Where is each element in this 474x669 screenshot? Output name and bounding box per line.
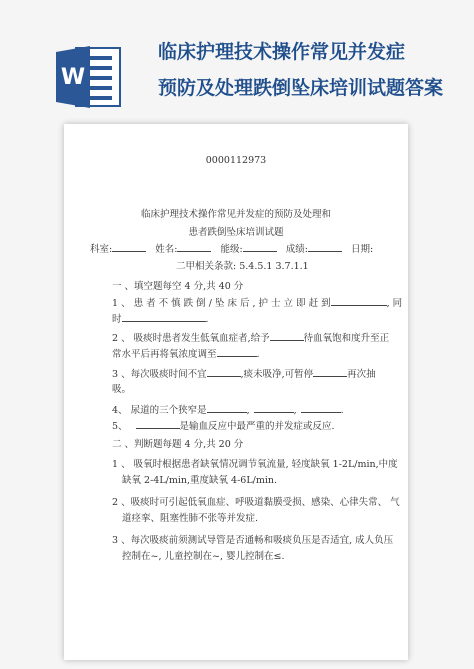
question-4-blank-3 [301, 403, 341, 413]
level-label: 能级: [220, 244, 243, 255]
question-2-line-2: 常水平后再将氧浓度调至 . [112, 349, 260, 360]
question-5-text: 是输血反应中最严重的并发症或反应. [179, 421, 335, 432]
document-code: 0000112973 [205, 155, 267, 166]
question-3-text-mid: ,痰未吸净,可暂停 [240, 369, 314, 380]
question-1-line-2: 时 . [112, 314, 209, 325]
question-2-text-end: 待血氧饱和度升至正 [303, 333, 390, 344]
question-4-blank-2 [254, 403, 294, 413]
judgment-1-line-2: 缺氧 2-4L/min,重度缺氧 4-6L/min. [122, 475, 278, 486]
title-line-2: 预防及处理跌倒坠床培训试题答案 [158, 77, 444, 99]
question-4-text: 4、 尿道的三个狭窄是 [112, 405, 207, 416]
dept-blank [112, 242, 146, 252]
score-label: 成绩: [285, 244, 308, 255]
heading-line-1: 临床护理技术操作常见并发症的预防及处理和 [140, 209, 331, 220]
judgment-2-line-1: 2 、吸痰时可引起低氧血症、呼吸道黏膜受损、感染、心律失常、 气 [112, 497, 400, 508]
dept-label: 科室: [90, 244, 113, 255]
question-3-text: 3 、每次吸痰时间不宜 [112, 369, 207, 380]
judgment-1-line-1: 1 、 吸氧时根据患者缺氧情况调节氧流量, 轻度缺氧 1-2L/min,中度 [112, 459, 398, 470]
question-2-blank-1 [270, 331, 304, 341]
level-blank [243, 242, 277, 252]
question-5-line [112, 419, 456, 434]
question-1-text: 1 、 患 者 不 慎 跌 倒 / 坠 床 后 , 护 士 立 即 赶 到 [112, 298, 331, 309]
question-3-line-1 [112, 367, 456, 382]
question-3-blank-1 [207, 367, 241, 377]
judgment-3-line-2: 控制在~, 儿童控制在~, 婴儿控制在≤. [122, 551, 285, 562]
question-1-text-2: 时 [112, 314, 122, 325]
section-1-heading: 一 、填空题每空 4 分,共 40 分 [112, 281, 244, 292]
word-document-icon [54, 42, 124, 112]
question-4-line: 4、 尿道的三个狭窄是 , , . [112, 405, 344, 416]
judgment-3-line-1: 3 、每次吸痰前须测试导管是否通畅和吸痰负压是否适宜, 成人负压 [112, 535, 394, 546]
clause-line: 二甲相关条款: 5.4.5.1 3.7.1.1 [176, 261, 309, 272]
question-2-blank-2 [217, 347, 257, 357]
question-1-text-end: , 同 [386, 298, 403, 309]
info-fields-row [90, 242, 408, 257]
question-1-blank-2 [122, 312, 206, 322]
question-3-line-2: 吸。 [112, 384, 132, 395]
question-2-text-2: 常水平后再将氧浓度调至 [112, 349, 217, 360]
section-2-heading: 二 、判断题每题 4 分,共 20 分 [112, 439, 244, 450]
question-3-text-end: 再次抽 [347, 369, 376, 380]
question-5-label: 5、 [112, 421, 128, 432]
question-2-line-1 [112, 331, 456, 346]
svg-text:W: W [60, 65, 86, 90]
title-line-1: 临床护理技术操作常见并发症 [158, 41, 406, 63]
question-4-blank-1 [207, 403, 247, 413]
name-blank [177, 242, 211, 252]
heading-line-2: 患者跌倒坠床培训试题 [188, 227, 284, 238]
question-1-line-1 [112, 296, 456, 311]
question-2-text: 2 、 吸痰时患者发生低氧血症者,给予 [112, 333, 270, 344]
document-page [64, 124, 408, 660]
name-label: 姓名: [155, 244, 178, 255]
header [0, 0, 474, 112]
document-title [158, 34, 458, 106]
judgment-2-line-2: 道痉挛、阻塞性肺不张等并发症. [122, 513, 259, 524]
question-5-blank [136, 419, 180, 429]
question-1-blank-1 [331, 296, 387, 306]
score-blank [308, 242, 342, 252]
date-label: 日期: [350, 244, 374, 255]
question-3-blank-2 [313, 367, 347, 377]
